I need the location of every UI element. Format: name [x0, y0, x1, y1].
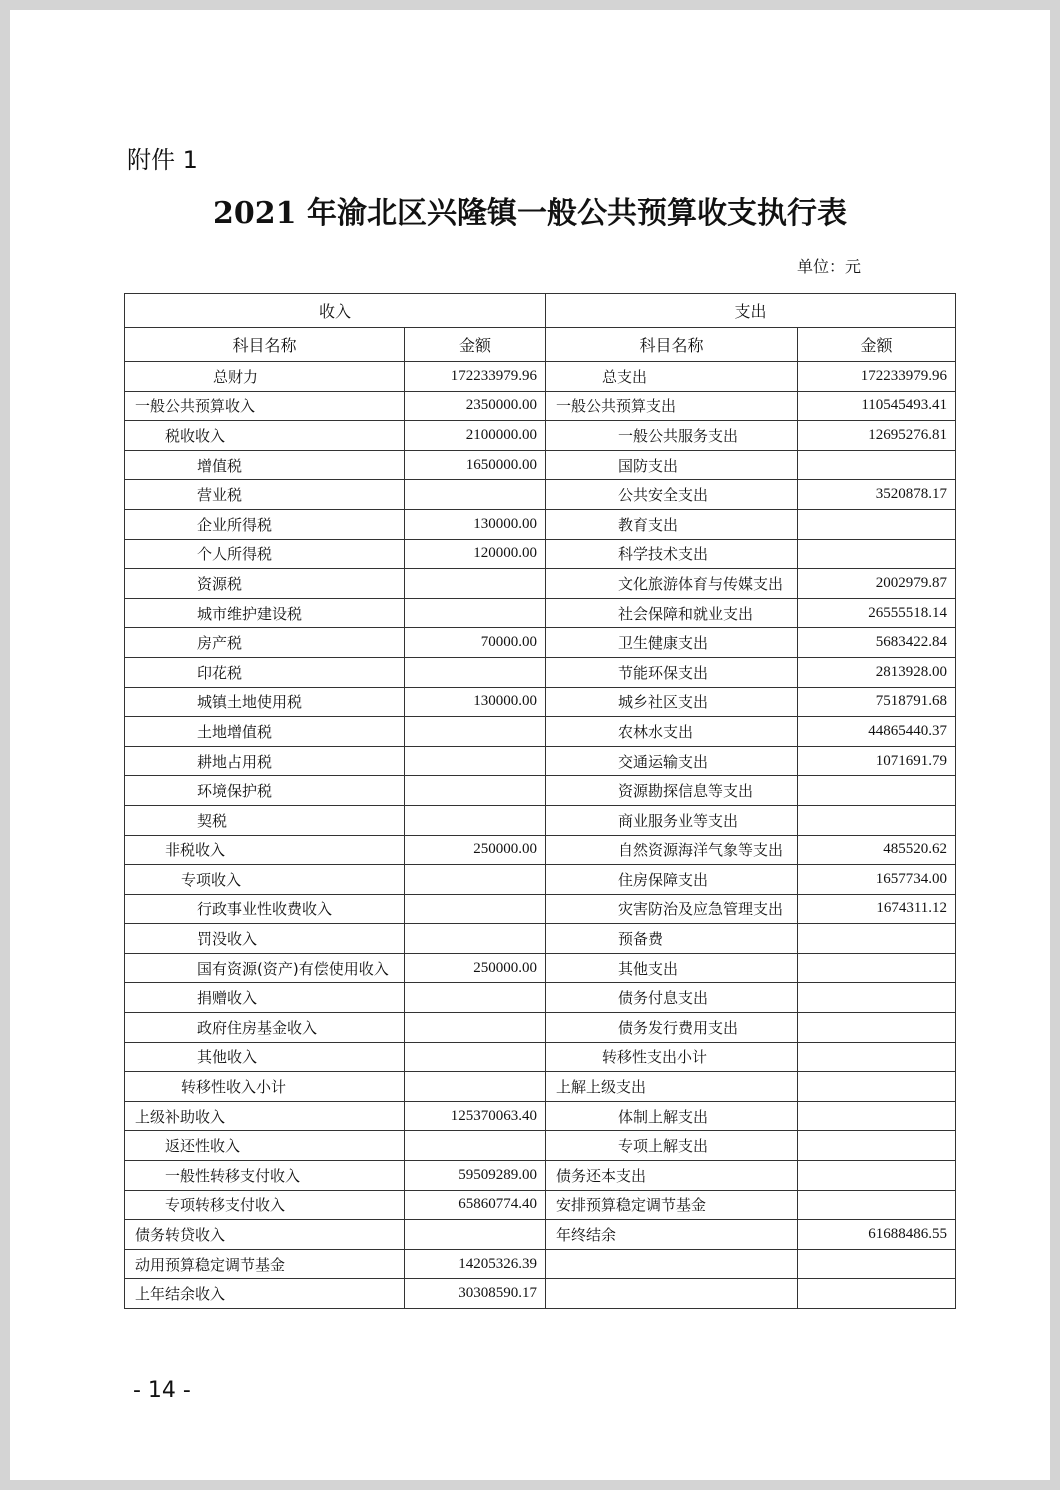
income-amount: 130000.00	[405, 687, 546, 717]
table-row	[125, 539, 956, 569]
income-name-header: 科目名称	[125, 328, 405, 362]
column-header-row	[125, 328, 956, 362]
income-item-name: 政府住房基金收入	[125, 1013, 405, 1043]
expense-amount	[798, 805, 956, 835]
income-item-name: 个人所得税	[125, 539, 405, 569]
table-row	[125, 421, 956, 451]
expense-item-name: 年终结余	[546, 1220, 798, 1250]
table-row	[125, 362, 956, 392]
table-row	[125, 835, 956, 865]
table-row	[125, 598, 956, 628]
expense-amount	[798, 1279, 956, 1309]
expense-item-name	[546, 1249, 798, 1279]
income-item-name: 上级补助收入	[125, 1101, 405, 1131]
income-item-name: 总财力	[125, 362, 405, 392]
expense-item-name: 公共安全支出	[546, 480, 798, 510]
income-item-name: 环境保护税	[125, 776, 405, 806]
expense-item-name: 预备费	[546, 924, 798, 954]
income-amount	[405, 569, 546, 599]
page-title: 2021 年渝北区兴隆镇一般公共预算收支执行表	[213, 196, 847, 231]
income-item-name: 增值税	[125, 450, 405, 480]
income-amount	[405, 746, 546, 776]
expense-item-name: 安排预算稳定调节基金	[546, 1190, 798, 1220]
expense-name-header: 科目名称	[546, 328, 798, 362]
expense-amount	[798, 1072, 956, 1102]
income-amount	[405, 717, 546, 747]
income-item-name: 税收收入	[125, 421, 405, 451]
income-item-name: 上年结余收入	[125, 1279, 405, 1309]
income-item-name: 土地增值税	[125, 717, 405, 747]
table-row	[125, 953, 956, 983]
expense-item-name: 城乡社区支出	[546, 687, 798, 717]
income-amount	[405, 983, 546, 1013]
table-row	[125, 1072, 956, 1102]
income-item-name: 城镇土地使用税	[125, 687, 405, 717]
income-amount	[405, 894, 546, 924]
table-row	[125, 1161, 956, 1191]
expense-item-name: 商业服务业等支出	[546, 805, 798, 835]
expense-amount: 26555518.14	[798, 598, 956, 628]
expense-amount	[798, 983, 956, 1013]
expense-header: 支出	[546, 294, 956, 328]
income-item-name: 罚没收入	[125, 924, 405, 954]
expense-item-name: 其他支出	[546, 953, 798, 983]
table-row	[125, 391, 956, 421]
expense-item-name	[546, 1279, 798, 1309]
table-row	[125, 1190, 956, 1220]
expense-amount: 44865440.37	[798, 717, 956, 747]
expense-amount	[798, 1013, 956, 1043]
income-amount: 172233979.96	[405, 362, 546, 392]
attachment-label: 附件 1	[127, 146, 198, 174]
income-item-name: 印花税	[125, 657, 405, 687]
expense-amount	[798, 1190, 956, 1220]
page-number: - 14 -	[133, 1378, 191, 1403]
table-row	[125, 1279, 956, 1309]
income-item-name: 一般公共预算收入	[125, 391, 405, 421]
income-item-name: 动用预算稳定调节基金	[125, 1249, 405, 1279]
expense-amount: 61688486.55	[798, 1220, 956, 1250]
income-amount	[405, 480, 546, 510]
table-row	[125, 1249, 956, 1279]
income-item-name: 专项收入	[125, 865, 405, 895]
income-item-name: 资源税	[125, 569, 405, 599]
income-amount	[405, 657, 546, 687]
income-item-name: 契税	[125, 805, 405, 835]
expense-amount: 7518791.68	[798, 687, 956, 717]
income-item-name: 捐赠收入	[125, 983, 405, 1013]
income-amount: 2100000.00	[405, 421, 546, 451]
income-item-name: 房产税	[125, 628, 405, 658]
expense-amount: 5683422.84	[798, 628, 956, 658]
income-amount	[405, 1131, 546, 1161]
income-amount: 70000.00	[405, 628, 546, 658]
income-item-name: 国有资源(资产)有偿使用收入	[125, 953, 405, 983]
expense-item-name: 债务发行费用支出	[546, 1013, 798, 1043]
income-amount	[405, 1042, 546, 1072]
income-item-name: 企业所得税	[125, 509, 405, 539]
expense-item-name: 体制上解支出	[546, 1101, 798, 1131]
expense-amount	[798, 1131, 956, 1161]
income-amount: 30308590.17	[405, 1279, 546, 1309]
expense-amount: 1071691.79	[798, 746, 956, 776]
income-item-name: 专项转移支付收入	[125, 1190, 405, 1220]
expense-amount: 172233979.96	[798, 362, 956, 392]
income-amount-header: 金额	[405, 328, 546, 362]
expense-amount: 12695276.81	[798, 421, 956, 451]
expense-item-name: 住房保障支出	[546, 865, 798, 895]
income-amount: 14205326.39	[405, 1249, 546, 1279]
expense-amount: 1657734.00	[798, 865, 956, 895]
table-row	[125, 1013, 956, 1043]
income-amount	[405, 1013, 546, 1043]
expense-amount: 2813928.00	[798, 657, 956, 687]
expense-amount	[798, 450, 956, 480]
income-amount	[405, 1220, 546, 1250]
table-row	[125, 717, 956, 747]
income-amount: 130000.00	[405, 509, 546, 539]
income-amount: 2350000.00	[405, 391, 546, 421]
expense-amount: 2002979.87	[798, 569, 956, 599]
income-item-name: 返还性收入	[125, 1131, 405, 1161]
expense-amount	[798, 1249, 956, 1279]
budget-table	[124, 293, 956, 1309]
expense-item-name: 社会保障和就业支出	[546, 598, 798, 628]
table-row	[125, 509, 956, 539]
table-row	[125, 894, 956, 924]
expense-item-name: 教育支出	[546, 509, 798, 539]
income-item-name: 债务转贷收入	[125, 1220, 405, 1250]
income-item-name: 营业税	[125, 480, 405, 510]
expense-amount: 1674311.12	[798, 894, 956, 924]
income-amount: 250000.00	[405, 835, 546, 865]
income-amount: 125370063.40	[405, 1101, 546, 1131]
income-amount: 65860774.40	[405, 1190, 546, 1220]
table-row	[125, 1101, 956, 1131]
expense-amount	[798, 1101, 956, 1131]
table-row	[125, 628, 956, 658]
income-header: 收入	[125, 294, 546, 328]
expense-amount	[798, 539, 956, 569]
income-amount: 120000.00	[405, 539, 546, 569]
income-amount	[405, 1072, 546, 1102]
expense-amount: 3520878.17	[798, 480, 956, 510]
expense-item-name: 债务付息支出	[546, 983, 798, 1013]
income-amount	[405, 598, 546, 628]
expense-item-name: 交通运输支出	[546, 746, 798, 776]
income-item-name: 其他收入	[125, 1042, 405, 1072]
table-row	[125, 657, 956, 687]
expense-item-name: 一般公共服务支出	[546, 421, 798, 451]
table-row	[125, 1220, 956, 1250]
expense-item-name: 文化旅游体育与传媒支出	[546, 569, 798, 599]
unit-label: 单位：元	[797, 257, 862, 276]
expense-amount	[798, 776, 956, 806]
income-item-name: 非税收入	[125, 835, 405, 865]
income-amount: 250000.00	[405, 953, 546, 983]
income-amount	[405, 924, 546, 954]
expense-amount-header: 金额	[798, 328, 956, 362]
expense-item-name: 资源勘探信息等支出	[546, 776, 798, 806]
expense-item-name: 总支出	[546, 362, 798, 392]
income-amount	[405, 865, 546, 895]
expense-item-name: 债务还本支出	[546, 1161, 798, 1191]
table-row	[125, 983, 956, 1013]
expense-amount	[798, 1042, 956, 1072]
table-row	[125, 687, 956, 717]
expense-item-name: 卫生健康支出	[546, 628, 798, 658]
income-amount	[405, 805, 546, 835]
expense-item-name: 上解上级支出	[546, 1072, 798, 1102]
income-amount: 59509289.00	[405, 1161, 546, 1191]
expense-item-name: 灾害防治及应急管理支出	[546, 894, 798, 924]
expense-item-name: 转移性支出小计	[546, 1042, 798, 1072]
table-row	[125, 569, 956, 599]
table-row	[125, 480, 956, 510]
income-item-name: 一般性转移支付收入	[125, 1161, 405, 1191]
income-amount: 1650000.00	[405, 450, 546, 480]
table-row	[125, 1131, 956, 1161]
expense-amount	[798, 953, 956, 983]
expense-item-name: 农林水支出	[546, 717, 798, 747]
table-row	[125, 1042, 956, 1072]
table-row	[125, 450, 956, 480]
expense-item-name: 节能环保支出	[546, 657, 798, 687]
income-item-name: 耕地占用税	[125, 746, 405, 776]
expense-item-name: 国防支出	[546, 450, 798, 480]
expense-amount: 485520.62	[798, 835, 956, 865]
income-item-name: 转移性收入小计	[125, 1072, 405, 1102]
section-header-row	[125, 294, 956, 328]
table-row	[125, 776, 956, 806]
table-row	[125, 924, 956, 954]
expense-item-name: 专项上解支出	[546, 1131, 798, 1161]
expense-amount: 110545493.41	[798, 391, 956, 421]
income-item-name: 行政事业性收费收入	[125, 894, 405, 924]
expense-item-name: 科学技术支出	[546, 539, 798, 569]
expense-item-name: 自然资源海洋气象等支出	[546, 835, 798, 865]
expense-amount	[798, 509, 956, 539]
expense-amount	[798, 924, 956, 954]
table-row	[125, 746, 956, 776]
expense-item-name: 一般公共预算支出	[546, 391, 798, 421]
table-row	[125, 805, 956, 835]
expense-amount	[798, 1161, 956, 1191]
income-amount	[405, 776, 546, 806]
table-row	[125, 865, 956, 895]
income-item-name: 城市维护建设税	[125, 598, 405, 628]
